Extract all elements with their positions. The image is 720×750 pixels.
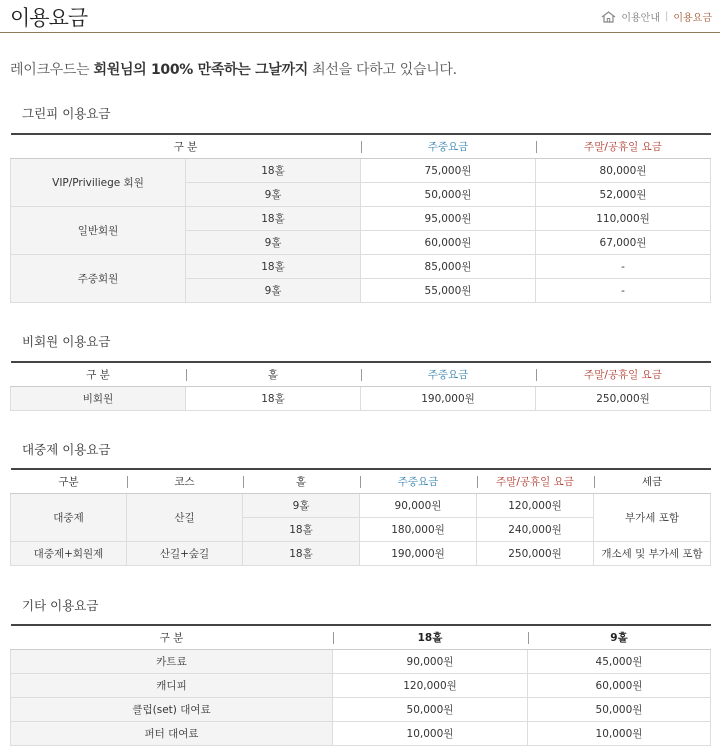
table-row — [11, 542, 711, 566]
weekday-price: 50,000원 — [361, 183, 536, 207]
page-title: 이용요금 — [10, 6, 88, 30]
col-header-weekday: 주중요금 — [361, 134, 536, 159]
weekend-price: 52,000원 — [536, 183, 711, 207]
other-table — [10, 624, 711, 746]
weekday-price: 190,000원 — [361, 387, 536, 411]
intro-text — [10, 59, 457, 79]
course-cell: 산길+숲길 — [127, 542, 243, 566]
weekend-price: 250,000원 — [536, 387, 711, 411]
breadcrumb-parent[interactable]: 이용안내 — [621, 13, 660, 24]
col-header-category: 구분 — [11, 469, 127, 494]
weekend-price: - — [536, 279, 711, 303]
hole-cell: 18홀 — [243, 542, 360, 566]
price-18: 120,000원 — [333, 674, 528, 698]
weekend-price: 250,000원 — [477, 542, 594, 566]
weekday-price: 75,000원 — [361, 159, 536, 183]
breadcrumb — [601, 9, 712, 24]
section-title-public: 대중제 이용요금 — [22, 442, 111, 457]
col-header-hole: 홀 — [186, 362, 361, 387]
col-header-weekday: 주중요금 — [361, 362, 536, 387]
col-header-weekend: 주말/공휴일 요금 — [477, 469, 594, 494]
member-type: 주중회원 — [11, 255, 186, 303]
breadcrumb-separator: | — [664, 11, 669, 22]
weekday-price: 55,000원 — [361, 279, 536, 303]
intro-post: 최선을 다하고 있습니다. — [307, 62, 457, 78]
hole-cell: 9홀 — [186, 183, 361, 207]
weekday-price: 85,000원 — [361, 255, 536, 279]
price-18: 50,000원 — [333, 698, 528, 722]
price-18: 10,000원 — [333, 722, 528, 746]
weekend-price: 110,000원 — [536, 207, 711, 231]
section-title-greenfee: 그린피 이용요금 — [22, 106, 111, 121]
hole-cell: 9홀 — [186, 279, 361, 303]
hole-cell: 18홀 — [243, 518, 360, 542]
price-9: 60,000원 — [528, 674, 711, 698]
table-row — [11, 207, 711, 231]
col-header-18hole: 18홀 — [333, 625, 528, 650]
col-header-9hole: 9홀 — [528, 625, 711, 650]
price-9: 45,000원 — [528, 650, 711, 674]
weekend-price: 240,000원 — [477, 518, 594, 542]
col-header-weekday: 주중요금 — [360, 469, 477, 494]
hole-cell: 9홀 — [243, 494, 360, 518]
weekend-price: 67,000원 — [536, 231, 711, 255]
col-header-tax: 세금 — [594, 469, 711, 494]
table-row — [11, 494, 711, 518]
table-row — [11, 650, 711, 674]
table-row — [11, 387, 711, 411]
page-header — [0, 0, 720, 33]
weekend-price: 120,000원 — [477, 494, 594, 518]
fee-item: 클럽(set) 대여료 — [11, 698, 333, 722]
weekend-price: - — [536, 255, 711, 279]
table-row — [11, 722, 711, 746]
hole-cell: 18홀 — [186, 159, 361, 183]
hole-cell: 9홀 — [186, 231, 361, 255]
table-row — [11, 674, 711, 698]
breadcrumb-current: 이용요금 — [673, 13, 712, 24]
col-header-category: 구 분 — [11, 625, 333, 650]
member-type: 비회원 — [11, 387, 186, 411]
col-header-category: 구 분 — [11, 134, 361, 159]
tax-cell: 개소세 및 부가세 포함 — [594, 542, 711, 566]
hole-cell: 18홀 — [186, 207, 361, 231]
col-header-weekend: 주말/공휴일 요금 — [536, 134, 711, 159]
weekday-price: 90,000원 — [360, 494, 477, 518]
fee-type: 대중제 — [11, 494, 127, 542]
hole-cell: 18홀 — [186, 387, 361, 411]
hole-cell: 18홀 — [186, 255, 361, 279]
intro-pre: 레이크우드는 — [10, 62, 94, 78]
weekday-price: 190,000원 — [360, 542, 477, 566]
fee-item: 퍼터 대여료 — [11, 722, 333, 746]
member-type: VIP/Priviliege 회원 — [11, 159, 186, 207]
tax-cell: 부가세 포함 — [594, 494, 711, 542]
section-title-nonmember: 비회원 이용요금 — [22, 334, 111, 349]
weekday-price: 60,000원 — [361, 231, 536, 255]
price-9: 50,000원 — [528, 698, 711, 722]
col-header-hole: 홀 — [243, 469, 360, 494]
home-icon[interactable] — [601, 11, 616, 23]
price-9: 10,000원 — [528, 722, 711, 746]
greenfee-table — [10, 133, 711, 303]
table-row — [11, 255, 711, 279]
col-header-category: 구 분 — [11, 362, 186, 387]
weekday-price: 180,000원 — [360, 518, 477, 542]
weekend-price: 80,000원 — [536, 159, 711, 183]
col-header-weekend: 주말/공휴일 요금 — [536, 362, 711, 387]
price-18: 90,000원 — [333, 650, 528, 674]
fee-type: 대중제+회원제 — [11, 542, 127, 566]
col-header-course: 코스 — [127, 469, 243, 494]
table-row — [11, 698, 711, 722]
section-title-other: 기타 이용요금 — [22, 598, 99, 613]
member-type: 일반회원 — [11, 207, 186, 255]
weekday-price: 95,000원 — [361, 207, 536, 231]
course-cell: 산길 — [127, 494, 243, 542]
public-table — [10, 468, 711, 566]
fee-item: 카트료 — [11, 650, 333, 674]
intro-emphasis: 회원님의 100% 만족하는 그날까지 — [93, 62, 308, 78]
fee-item: 캐디피 — [11, 674, 333, 698]
table-row — [11, 159, 711, 183]
nonmember-table — [10, 361, 711, 411]
